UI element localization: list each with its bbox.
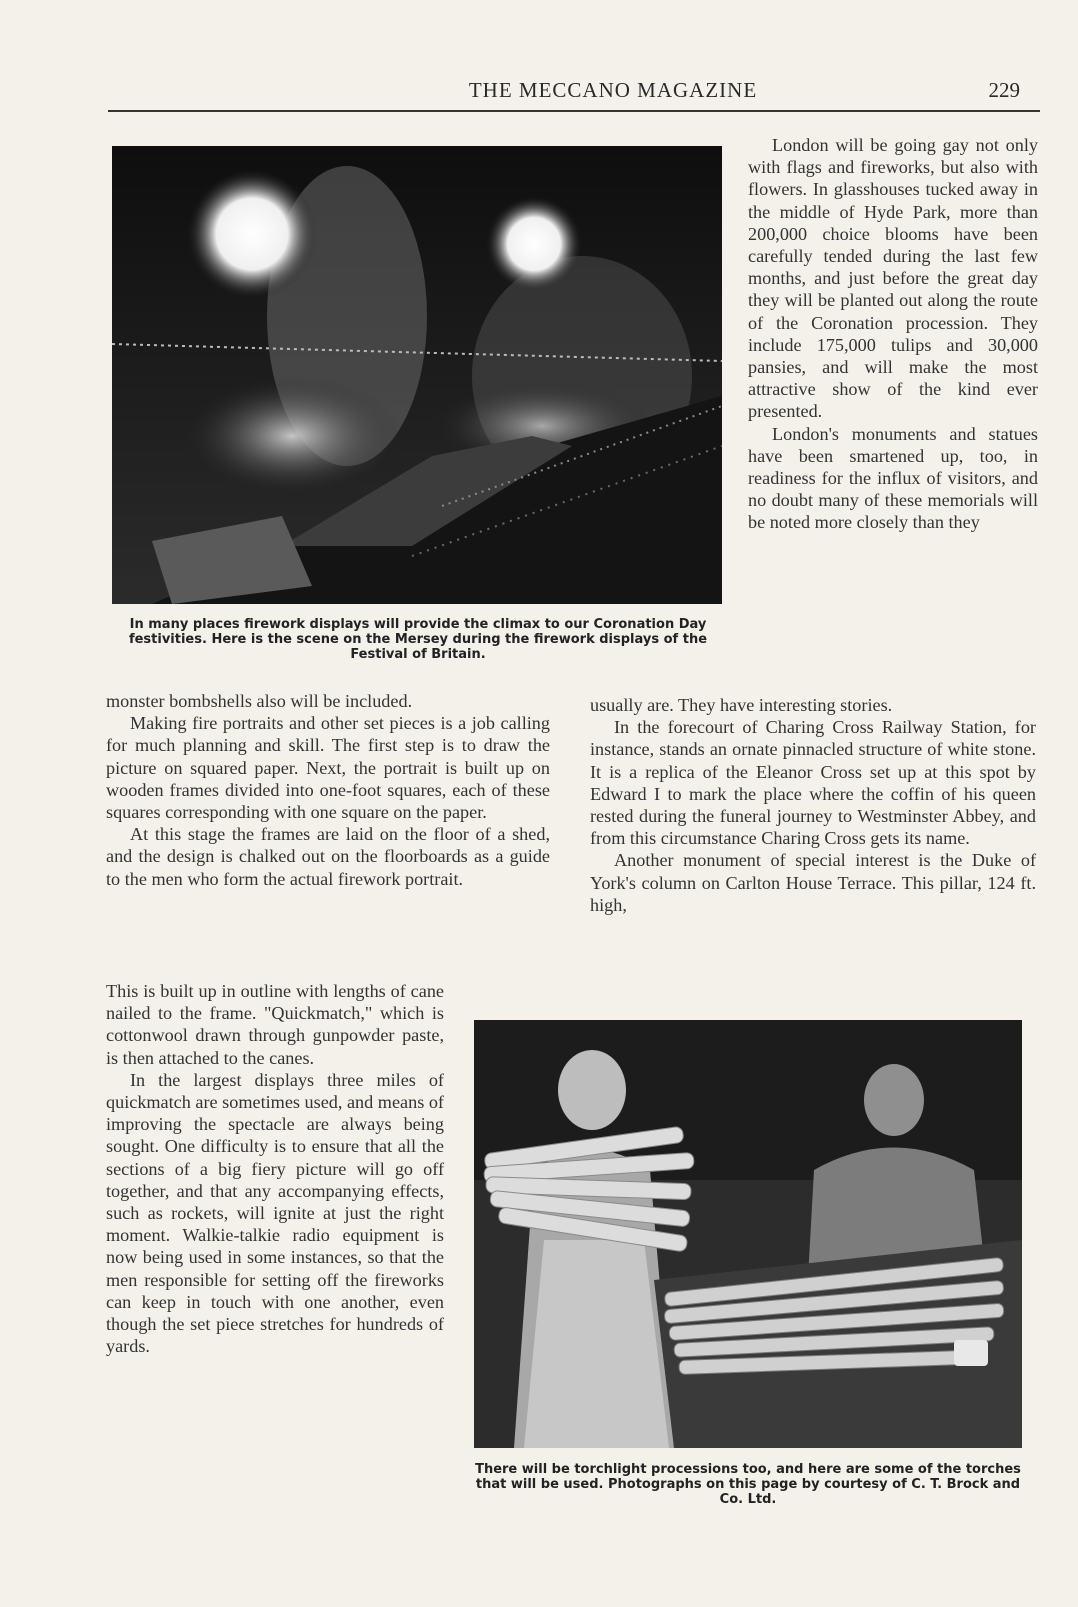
paragraph: Making fire portraits and other set pieces is a job calling for much planning and skill. The first step is to draw the picture on squared paper. Next, the portrait is built up on wooden frames divided into one-foot squares, each of these squares corresponding with one square on the paper. (106, 713, 550, 823)
paragraph: In the forecourt of Charing Cross Railway Station, for instance, stands an ornate pinnacled structure of white stone. It is a replica of the Eleanor Cross set up at this spot by Edward I to mark the place where the coffin of his queen rested during the funeral journey to Westminster Abbey, and from this circumstance Charing Cross gets its name. (590, 717, 1036, 849)
paragraph: At this stage the frames are laid on the floor of a shed, and the design is chalked out on the floorboards as a guide to the men who form the actual firework portrait. (106, 824, 550, 889)
fireworks-photo-caption: In many places firework displays will provide the climax to our Coronation Day festivities. Here is the scene on the Mersey during the firework displays of the Festival of Britain. (128, 617, 708, 662)
page-number: 229 (988, 78, 1020, 102)
running-head (108, 76, 1040, 112)
paragraph: London's monuments and statues have been smartened up, too, in readiness for the influx of visitors, and no doubt many of these memorials will be noted more closely than they (748, 423, 1038, 533)
text-column-right-middle (590, 694, 1036, 916)
text-column-right-top (748, 134, 1038, 534)
magazine-title: THE MECCANO MAGAZINE (468, 78, 758, 102)
fireworks-photo-image (112, 146, 722, 604)
fireworks-photo (112, 146, 722, 604)
text-column-left-middle (106, 690, 550, 890)
torches-photo (474, 1020, 1022, 1448)
text-column-left-bottom (106, 980, 444, 1357)
paragraph: Another monument of special interest is the Duke of York's column on Carlton House Terrace. This pillar, 124 ft. high, (590, 850, 1036, 915)
torches-photo-caption: There will be torchlight processions too, and here are some of the torches that will be used. Photographs on this page by courtesy of C. T. Brock and Co. Ltd. (475, 1462, 1021, 1507)
torches-photo-image (474, 1020, 1022, 1448)
paragraph: In the largest displays three miles of quickmatch are sometimes used, and means of improving the spectacle are always being sought. One difficulty is to ensure that all the sections of a big fiery picture will go off together, and that any accompanying effects, such as rockets, will ignite at just the right moment. Walkie-talkie radio equipment is now being used in some instances, so that the men responsible for setting off the fireworks can keep in touch with one another, even though the set piece stretches for hundreds of yards. (106, 1069, 444, 1357)
paragraph: monster bombshells also will be included. (106, 691, 413, 711)
paragraph: London will be going gay not only with flags and fireworks, but also with flowers. In glasshouses tucked away in the middle of Hyde Park, more than 200,000 choice blooms have been carefully tended during the last few months, and just before the great day they will be planted out along the route of the Coronation procession. They include 175,000 tulips and 30,000 pansies, and will make the most attractive show of the kind ever presented. (748, 135, 1038, 422)
paragraph: usually are. They have interesting stories. (590, 695, 893, 715)
paragraph: This is built up in outline with lengths of cane nailed to the frame. "Quickmatch," which is cottonwool drawn through gunpowder paste, is then attached to the canes. (106, 981, 444, 1068)
